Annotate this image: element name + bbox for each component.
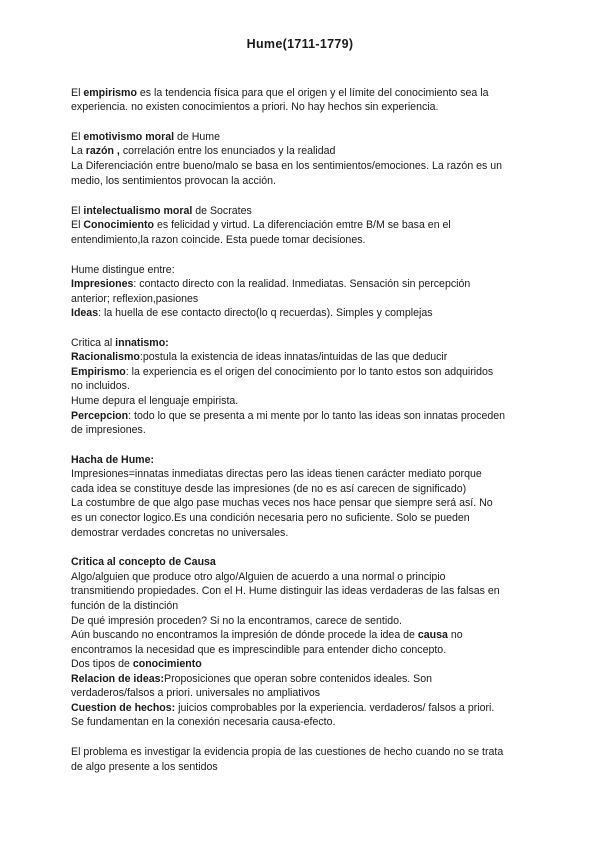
text-line: transmitiendo propiedades. Con el H. Hume distinguir las ideas verdaderas de las falsas en xyxy=(71,585,500,597)
section-heading: Hacha de Hume: xyxy=(71,454,155,466)
text-line: Ideas: la huella de ese contacto directo(lo q recuerdas). Simples y complejas xyxy=(71,307,433,319)
text-line: La razón , correlación entre los enunciados y la realidad xyxy=(71,145,336,157)
text-line: Percepcion: todo lo que se presenta a mi mente por lo tanto las ideas son innatas proceden xyxy=(71,410,506,422)
text-line: Algo/alguien que produce otro algo/Alguien de acuerdo a una normal o principio xyxy=(71,571,446,583)
text-line: Dos tipos de conocimiento xyxy=(71,658,202,670)
text-line: Relacion de ideas:Proposiciones que operan sobre contenidos ideales. Son xyxy=(71,673,432,685)
text-line: cada idea se constituye desde las impresiones (de no es así carecen de significado) xyxy=(71,483,467,495)
text-line: Critica al innatismo: xyxy=(71,337,169,349)
text-line: Impresiones: contacto directo con la realidad. Inmediatas. Sensación sin percepción xyxy=(71,278,471,290)
text-line: de algo presente a los sentidos xyxy=(71,761,218,773)
text-line: Cuestion de hechos: juicios comprobables por la experiencia. verdaderos/ falsos a priori. xyxy=(71,702,495,714)
text-line: El emotivismo moral de Hume xyxy=(71,131,220,143)
text-line: encontramos la necesidad que es imprescindible para entender dicho concepto. xyxy=(71,644,447,656)
text-line: Se fundamentan en la conexión necesaria causa-efecto. xyxy=(71,716,336,728)
page-title: Hume(1711-1779) xyxy=(246,37,354,51)
text-line: De qué impresión proceden? Si no la encontramos, carece de sentido. xyxy=(71,615,402,627)
text-line: El empirismo es la tendencia física para que el origen y el límite del conocimiento sea la xyxy=(71,87,489,99)
text-line: anterior; reflexion,pasiones xyxy=(71,293,199,305)
text-line: Racionalismo:postula la existencia de ideas innatas/intuidas de las que deducir xyxy=(71,351,448,363)
text-line: experiencia. no existen conocimientos a priori. No hay hechos sin experiencia. xyxy=(71,101,439,113)
text-line: es un conector logico.Es una condición necesaria pero no suficiente. Solo se pueden xyxy=(71,512,470,524)
text-line: La Diferenciación entre bueno/malo se basa en los sentimientos/emociones. La razón es un xyxy=(71,160,503,172)
text-line: El problema es investigar la evidencia propia de las cuestiones de hecho cuando no se trata xyxy=(71,746,504,758)
text-line: La costumbre de que algo pase muchas veces nos hace pensar que siempre será así. No xyxy=(71,497,493,509)
text-line: Impresiones=innatas inmediatas directas pero las ideas tienen carácter mediato porque xyxy=(71,468,482,480)
text-line: medio, los sentimientos provocan la acción. xyxy=(71,175,276,187)
text-line: de impresiones. xyxy=(71,424,146,436)
text-line: Empirismo: la experiencia es el origen del conocimiento por lo tanto estos son adquiridos xyxy=(71,366,494,378)
text-line: Hume depura el lenguaje empirista. xyxy=(71,395,239,407)
section-heading: Critica al concepto de Causa xyxy=(71,556,216,568)
text-line: Hume distingue entre: xyxy=(71,264,175,276)
text-line: no incluidos. xyxy=(71,380,130,392)
text-line: El intelectualismo moral de Socrates xyxy=(71,205,252,217)
text-line: El Conocimiento es felicidad y virtud. La diferenciación emtre B/M se basa en el xyxy=(71,219,451,231)
text-line: función de la distinción xyxy=(71,600,179,612)
text-line: verdaderos/falsos a priori. universales no ampliativos xyxy=(71,687,321,699)
text-line: entendimiento,la razon coincide. Esta puede tomar decisiones. xyxy=(71,234,366,246)
text-line: Aún buscando no encontramos la impresión de dónde procede la idea de causa no xyxy=(71,629,463,641)
text-line: demostrar verdades concretas no universales. xyxy=(71,527,289,539)
